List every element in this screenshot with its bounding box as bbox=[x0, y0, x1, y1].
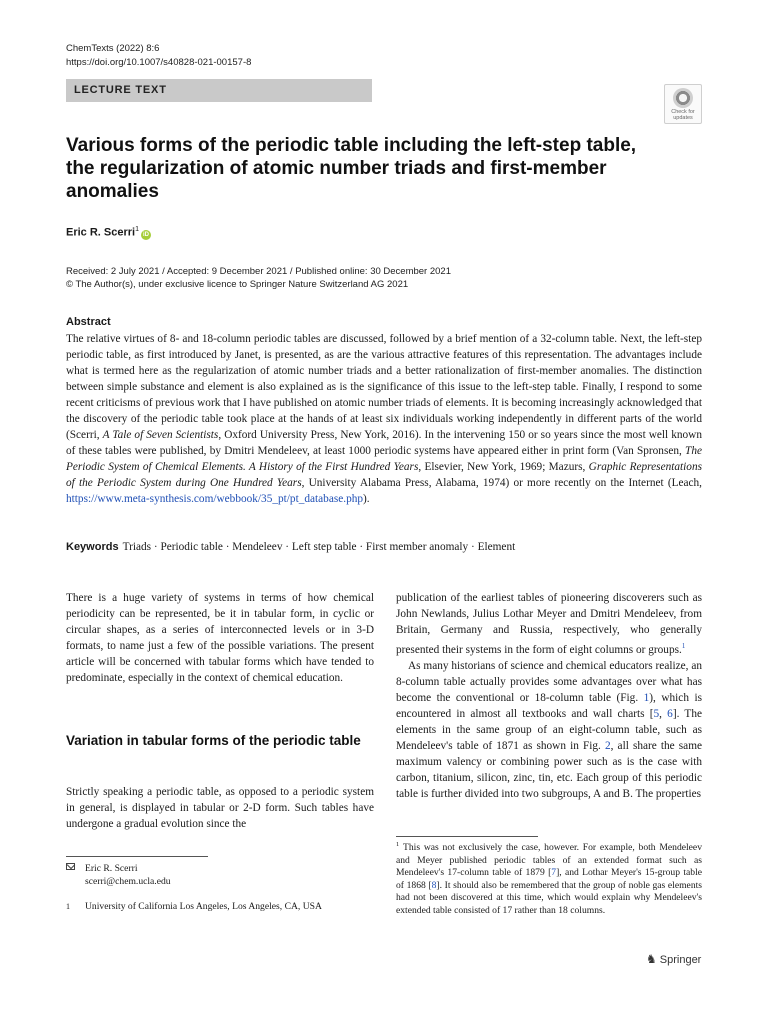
footnote-ref[interactable]: 1 bbox=[681, 642, 686, 650]
keywords-line bbox=[66, 541, 515, 553]
correspondence-name: Eric R. Scerri bbox=[85, 863, 138, 874]
publisher-logo bbox=[646, 952, 701, 966]
keywords-list: Triads · Periodic table · Mendeleev · Left step table · First member anomaly · Element bbox=[122, 541, 516, 553]
copyright-line: © The Author(s), under exclusive licence to Springer Nature Switzerland AG 2021 bbox=[66, 279, 409, 290]
abstract-book-title: The Periodic System of Chemical Elements. A History of the First Hundred Years bbox=[66, 445, 702, 473]
affiliation-number: 1 bbox=[66, 902, 70, 911]
correspondence-block bbox=[66, 863, 366, 914]
abstract-book-title: Graphic Representations of the Periodic System during One Hundred Years bbox=[66, 461, 702, 489]
check-updates-icon bbox=[673, 88, 693, 108]
paragraph-text: ]. The elements in the same group of an eight-column table, such as Mendeleev's table of 1871 as shown in Fig. bbox=[396, 707, 702, 752]
paragraph-text: , all share the same maximum valency or combining power such as is the case with carbon, titanium, silicon, zinc, tin, etc. Each group of this periodic table is further divided into two subgroups, A and B. The properties bbox=[396, 739, 702, 800]
doi-link[interactable]: https://doi.org/10.1007/s40828-021-00157-8 bbox=[66, 57, 252, 68]
intro-paragraph bbox=[66, 590, 374, 686]
journal-citation: ChemTexts (2022) 8:6 bbox=[66, 43, 160, 54]
citation-ref[interactable]: 7 bbox=[551, 867, 557, 879]
footnote-divider-right bbox=[396, 836, 538, 837]
orcid-icon[interactable]: iD bbox=[143, 231, 149, 238]
citation-ref[interactable]: 8 bbox=[431, 879, 437, 891]
paragraph bbox=[396, 658, 702, 802]
citation-ref[interactable]: 5 bbox=[653, 707, 660, 720]
abstract-part: , Elsevier, New York, 1969; Mazurs, bbox=[418, 461, 589, 473]
abstract-part: , Oxford University Press, New York, 2016). In the intervening 150 or so years since the most well known of these tables were published, by Dmitri Mendeleev, at least 1000 periodic systems have appeared either in print form (Van Spronsen, bbox=[66, 429, 702, 457]
figure-ref[interactable]: 2 bbox=[604, 739, 611, 752]
affiliation-text: University of California Los Angeles, Los Angeles, CA, USA bbox=[85, 901, 322, 912]
paragraph-text: , bbox=[659, 707, 668, 720]
publication-dates bbox=[66, 265, 451, 291]
paragraph bbox=[396, 590, 702, 658]
paragraph-text: ), which is encountered in almost all textbooks and wall charts [ bbox=[396, 691, 702, 720]
footnote-number: 1 bbox=[396, 841, 400, 848]
springer-horse-icon: ♞ bbox=[646, 952, 657, 966]
footnote-divider-left bbox=[66, 856, 208, 857]
abstract-text bbox=[66, 331, 702, 507]
article-category: LECTURE TEXT bbox=[66, 79, 372, 102]
author-affiliation-mark: 1 bbox=[135, 226, 139, 233]
footnote-text: ]. It should also be remembered that the group of noble gas elements had not been discovered at this time, which would explain why Mendeleev's extended table consisted of 17 rather than 18 columns. bbox=[396, 879, 703, 916]
author-name[interactable]: Eric R. Scerri bbox=[66, 226, 136, 239]
paragraph-text: publication of the earliest tables of pioneering discoverers such as John Newlands, Julius Lothar Meyer and Dmitri Mendeleev, from Britain, Germany and Russia, respectively, who generally presented their systems in the form of eight columns or groups. bbox=[396, 592, 702, 656]
section-paragraph bbox=[66, 784, 374, 832]
correspondence-email[interactable]: scerri@chem.ucla.edu bbox=[85, 875, 171, 887]
author-line bbox=[66, 226, 151, 240]
check-for-updates-badge[interactable] bbox=[664, 84, 702, 124]
paragraph-text: As many historians of science and chemical educators realize, an 8-column table actually provides some advantages over what has become the conventional or 18-column table (Fig. bbox=[396, 659, 702, 704]
keywords-label: Keywords bbox=[66, 541, 119, 553]
section-heading: Variation in tabular forms of the periodic table bbox=[66, 733, 361, 748]
abstract-part: ). bbox=[363, 493, 370, 505]
figure-ref[interactable]: 1 bbox=[643, 691, 650, 704]
paragraph: Strictly speaking a periodic table, as opposed to a periodic system in general, is displayed in tabular or 2-D form. Such tables have undergone a gradual evolution since the bbox=[66, 786, 374, 830]
citation-ref[interactable]: 6 bbox=[667, 707, 673, 720]
right-column-text bbox=[396, 590, 702, 802]
abstract-book-title: A Tale of Seven Scientists bbox=[102, 429, 219, 441]
abstract-heading: Abstract bbox=[66, 316, 111, 328]
paragraph: There is a huge variety of systems in terms of how chemical periodicity can be represented, be it in tabular form, in cyclic or circular shapes, as a series of interconnected levels or in 3-D formats, to name just a few of the possible variations. The present article will be concerned with tabular forms which have tended to predominate, especially in the context of chemical education. bbox=[66, 592, 374, 684]
abstract-part: , University Alabama Press, Alabama, 1974) or more recently on the Internet (Leach, bbox=[301, 477, 702, 489]
footnote bbox=[396, 839, 702, 917]
footnote-text: ], and Lothar Meyer's 15-group table of 1868 [ bbox=[396, 867, 702, 891]
check-updates-label: Check for updates bbox=[671, 109, 695, 121]
mail-icon bbox=[66, 863, 75, 870]
footnote-text: This was not exclusively the case, however. For example, both Mendeleev and Meyer published periodic tables of an extended format such as Mendeleev's 17-column table of 1879 [ bbox=[396, 842, 702, 879]
publisher-name: Springer bbox=[659, 954, 702, 966]
article-title: Various forms of the periodic table including the left-step table, the regularization of atomic number triads and first-member anomalies bbox=[66, 135, 637, 202]
database-link[interactable]: https://www.meta-synthesis.com/webbook/35_pt/pt_database.php bbox=[66, 493, 364, 505]
history-dates: Received: 2 July 2021 / Accepted: 9 December 2021 / Published online: 30 December 2021 bbox=[66, 266, 451, 277]
abstract-part: The relative virtues of 8- and 18-column periodic tables are discussed, followed by a brief mention of a 32-column table. Next, the left-step periodic table, as first introduced by Janet, is presented, as are the various attractive features of this representation. The advantages include what is termed here as the regularization of atomic number triads and a better rationalization of first-member anomalies. The distinction between simple substance and element is also explained as is the significance of this issue to the left-step table. Finally, I respond to some recent criticisms of previous work that I have published on atomic number triads of elements. It is becoming increasingly acknowledged that the discovery of the periodic table took place at the hands of at least six individuals working independently in different parts of the world (Scerri, bbox=[66, 333, 702, 441]
